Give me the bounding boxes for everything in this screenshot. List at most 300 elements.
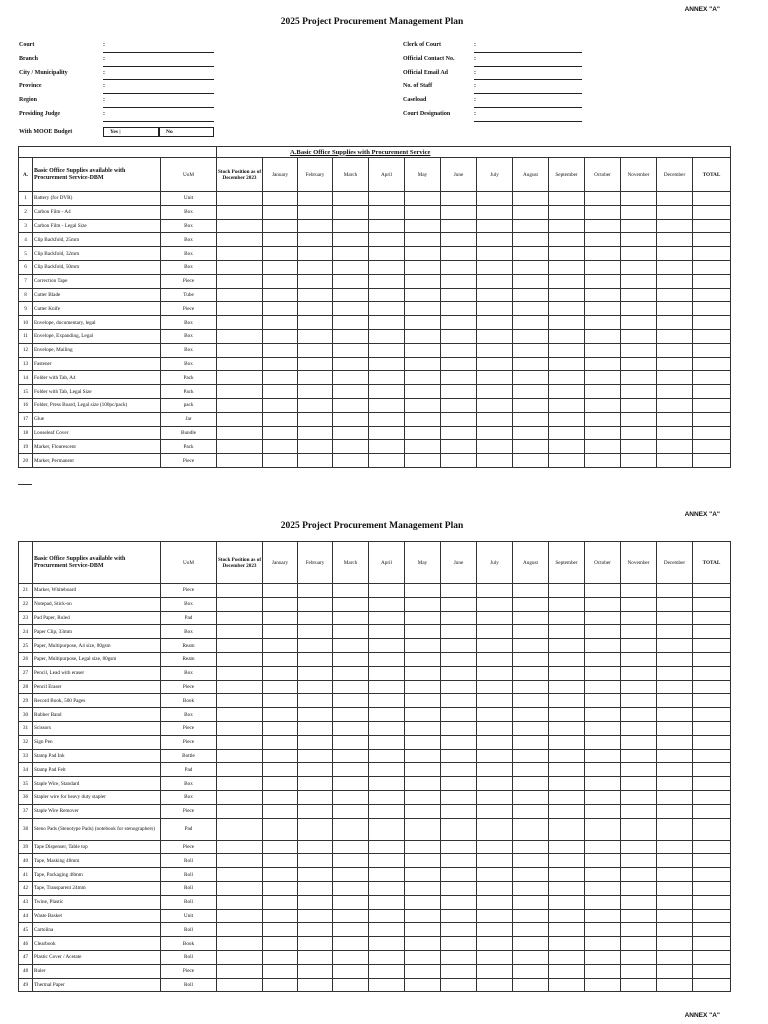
month-cell[interactable]	[477, 909, 513, 923]
total-cell[interactable]	[693, 854, 731, 868]
month-cell[interactable]	[513, 274, 549, 288]
month-cell[interactable]	[477, 288, 513, 302]
month-cell[interactable]	[621, 964, 657, 978]
month-cell[interactable]	[263, 357, 298, 371]
month-cell[interactable]	[621, 749, 657, 763]
month-cell[interactable]	[369, 818, 405, 840]
month-cell[interactable]	[298, 371, 333, 385]
total-cell[interactable]	[693, 790, 731, 804]
month-cell[interactable]	[441, 597, 477, 611]
month-cell[interactable]	[549, 735, 585, 749]
month-cell[interactable]	[621, 882, 657, 896]
month-cell[interactable]	[621, 219, 657, 233]
stock-cell[interactable]	[217, 219, 263, 233]
month-cell[interactable]	[513, 790, 549, 804]
month-cell[interactable]	[657, 735, 693, 749]
stock-cell[interactable]	[217, 882, 263, 896]
month-cell[interactable]	[621, 329, 657, 343]
month-cell[interactable]	[621, 288, 657, 302]
stock-cell[interactable]	[217, 652, 263, 666]
total-cell[interactable]	[693, 818, 731, 840]
month-cell[interactable]	[298, 652, 333, 666]
month-cell[interactable]	[369, 385, 405, 399]
month-cell[interactable]	[513, 763, 549, 777]
month-cell[interactable]	[333, 790, 369, 804]
total-cell[interactable]	[693, 316, 731, 330]
month-cell[interactable]	[369, 639, 405, 653]
month-cell[interactable]	[621, 909, 657, 923]
month-cell[interactable]	[441, 804, 477, 818]
month-cell[interactable]	[513, 978, 549, 992]
month-cell[interactable]	[585, 923, 621, 937]
month-cell[interactable]	[549, 721, 585, 735]
month-cell[interactable]	[513, 923, 549, 937]
month-cell[interactable]	[263, 205, 298, 219]
month-cell[interactable]	[549, 694, 585, 708]
month-cell[interactable]	[441, 426, 477, 440]
month-cell[interactable]	[263, 219, 298, 233]
month-cell[interactable]	[405, 288, 441, 302]
stock-cell[interactable]	[217, 371, 263, 385]
total-cell[interactable]	[693, 192, 731, 206]
month-cell[interactable]	[549, 597, 585, 611]
month-cell[interactable]	[441, 978, 477, 992]
month-cell[interactable]	[441, 639, 477, 653]
month-cell[interactable]	[441, 818, 477, 840]
month-cell[interactable]	[657, 895, 693, 909]
month-cell[interactable]	[585, 868, 621, 882]
month-cell[interactable]	[585, 302, 621, 316]
mooe-yes-box[interactable]: Yes |	[103, 127, 159, 137]
month-cell[interactable]	[333, 895, 369, 909]
month-cell[interactable]	[405, 951, 441, 965]
month-cell[interactable]	[621, 357, 657, 371]
total-cell[interactable]	[693, 260, 731, 274]
month-cell[interactable]	[585, 584, 621, 598]
month-cell[interactable]	[333, 343, 369, 357]
month-cell[interactable]	[298, 882, 333, 896]
month-cell[interactable]	[621, 597, 657, 611]
month-cell[interactable]	[549, 840, 585, 854]
month-cell[interactable]	[621, 412, 657, 426]
month-cell[interactable]	[477, 260, 513, 274]
stock-cell[interactable]	[217, 329, 263, 343]
month-cell[interactable]	[369, 371, 405, 385]
month-cell[interactable]	[585, 371, 621, 385]
month-cell[interactable]	[513, 964, 549, 978]
month-cell[interactable]	[477, 708, 513, 722]
month-cell[interactable]	[298, 937, 333, 951]
month-cell[interactable]	[298, 790, 333, 804]
month-cell[interactable]	[405, 923, 441, 937]
field-input-line[interactable]	[474, 93, 582, 94]
month-cell[interactable]	[477, 205, 513, 219]
month-cell[interactable]	[441, 763, 477, 777]
month-cell[interactable]	[585, 818, 621, 840]
month-cell[interactable]	[405, 219, 441, 233]
month-cell[interactable]	[513, 260, 549, 274]
field-input-line[interactable]	[103, 52, 214, 53]
month-cell[interactable]	[441, 371, 477, 385]
month-cell[interactable]	[657, 274, 693, 288]
month-cell[interactable]	[405, 597, 441, 611]
month-cell[interactable]	[298, 763, 333, 777]
mooe-no-box[interactable]: No	[159, 127, 214, 137]
stock-cell[interactable]	[217, 233, 263, 247]
month-cell[interactable]	[441, 274, 477, 288]
month-cell[interactable]	[657, 680, 693, 694]
month-cell[interactable]	[657, 398, 693, 412]
month-cell[interactable]	[513, 192, 549, 206]
total-cell[interactable]	[693, 777, 731, 791]
month-cell[interactable]	[549, 951, 585, 965]
stock-cell[interactable]	[217, 790, 263, 804]
month-cell[interactable]	[585, 652, 621, 666]
month-cell[interactable]	[477, 854, 513, 868]
month-cell[interactable]	[333, 721, 369, 735]
month-cell[interactable]	[513, 454, 549, 468]
month-cell[interactable]	[513, 749, 549, 763]
month-cell[interactable]	[298, 735, 333, 749]
month-cell[interactable]	[657, 357, 693, 371]
month-cell[interactable]	[333, 288, 369, 302]
month-cell[interactable]	[369, 895, 405, 909]
month-cell[interactable]	[441, 964, 477, 978]
total-cell[interactable]	[693, 804, 731, 818]
month-cell[interactable]	[263, 343, 298, 357]
month-cell[interactable]	[263, 288, 298, 302]
month-cell[interactable]	[549, 666, 585, 680]
month-cell[interactable]	[405, 584, 441, 598]
month-cell[interactable]	[549, 937, 585, 951]
month-cell[interactable]	[405, 818, 441, 840]
month-cell[interactable]	[263, 260, 298, 274]
month-cell[interactable]	[333, 398, 369, 412]
month-cell[interactable]	[405, 625, 441, 639]
month-cell[interactable]	[298, 398, 333, 412]
stock-cell[interactable]	[217, 694, 263, 708]
month-cell[interactable]	[263, 597, 298, 611]
month-cell[interactable]	[405, 205, 441, 219]
month-cell[interactable]	[585, 694, 621, 708]
month-cell[interactable]	[441, 735, 477, 749]
month-cell[interactable]	[369, 804, 405, 818]
month-cell[interactable]	[621, 790, 657, 804]
month-cell[interactable]	[369, 964, 405, 978]
month-cell[interactable]	[441, 951, 477, 965]
month-cell[interactable]	[621, 923, 657, 937]
month-cell[interactable]	[657, 694, 693, 708]
month-cell[interactable]	[333, 868, 369, 882]
month-cell[interactable]	[477, 868, 513, 882]
month-cell[interactable]	[369, 652, 405, 666]
stock-cell[interactable]	[217, 666, 263, 680]
month-cell[interactable]	[441, 302, 477, 316]
month-cell[interactable]	[369, 597, 405, 611]
month-cell[interactable]	[621, 205, 657, 219]
month-cell[interactable]	[263, 818, 298, 840]
month-cell[interactable]	[333, 964, 369, 978]
month-cell[interactable]	[549, 233, 585, 247]
month-cell[interactable]	[263, 951, 298, 965]
month-cell[interactable]	[477, 412, 513, 426]
total-cell[interactable]	[693, 680, 731, 694]
month-cell[interactable]	[405, 247, 441, 261]
month-cell[interactable]	[298, 909, 333, 923]
month-cell[interactable]	[263, 882, 298, 896]
month-cell[interactable]	[369, 412, 405, 426]
month-cell[interactable]	[513, 804, 549, 818]
month-cell[interactable]	[477, 302, 513, 316]
month-cell[interactable]	[441, 840, 477, 854]
total-cell[interactable]	[693, 840, 731, 854]
month-cell[interactable]	[333, 639, 369, 653]
month-cell[interactable]	[477, 721, 513, 735]
month-cell[interactable]	[621, 584, 657, 598]
month-cell[interactable]	[369, 398, 405, 412]
month-cell[interactable]	[657, 233, 693, 247]
month-cell[interactable]	[477, 597, 513, 611]
month-cell[interactable]	[513, 426, 549, 440]
month-cell[interactable]	[405, 666, 441, 680]
month-cell[interactable]	[477, 329, 513, 343]
month-cell[interactable]	[441, 233, 477, 247]
month-cell[interactable]	[513, 680, 549, 694]
month-cell[interactable]	[263, 302, 298, 316]
stock-cell[interactable]	[217, 749, 263, 763]
total-cell[interactable]	[693, 454, 731, 468]
stock-cell[interactable]	[217, 192, 263, 206]
month-cell[interactable]	[585, 840, 621, 854]
month-cell[interactable]	[298, 625, 333, 639]
month-cell[interactable]	[405, 964, 441, 978]
month-cell[interactable]	[513, 329, 549, 343]
month-cell[interactable]	[369, 274, 405, 288]
month-cell[interactable]	[369, 721, 405, 735]
month-cell[interactable]	[513, 247, 549, 261]
month-cell[interactable]	[477, 652, 513, 666]
total-cell[interactable]	[693, 625, 731, 639]
month-cell[interactable]	[263, 749, 298, 763]
month-cell[interactable]	[477, 247, 513, 261]
month-cell[interactable]	[621, 937, 657, 951]
stock-cell[interactable]	[217, 584, 263, 598]
month-cell[interactable]	[263, 868, 298, 882]
total-cell[interactable]	[693, 639, 731, 653]
month-cell[interactable]	[405, 694, 441, 708]
month-cell[interactable]	[405, 763, 441, 777]
month-cell[interactable]	[657, 951, 693, 965]
month-cell[interactable]	[333, 412, 369, 426]
month-cell[interactable]	[298, 964, 333, 978]
month-cell[interactable]	[549, 882, 585, 896]
total-cell[interactable]	[693, 763, 731, 777]
month-cell[interactable]	[621, 680, 657, 694]
month-cell[interactable]	[369, 192, 405, 206]
month-cell[interactable]	[405, 909, 441, 923]
month-cell[interactable]	[621, 868, 657, 882]
month-cell[interactable]	[621, 721, 657, 735]
month-cell[interactable]	[369, 288, 405, 302]
total-cell[interactable]	[693, 611, 731, 625]
month-cell[interactable]	[513, 735, 549, 749]
month-cell[interactable]	[657, 329, 693, 343]
month-cell[interactable]	[477, 895, 513, 909]
total-cell[interactable]	[693, 964, 731, 978]
total-cell[interactable]	[693, 652, 731, 666]
month-cell[interactable]	[298, 316, 333, 330]
month-cell[interactable]	[333, 584, 369, 598]
month-cell[interactable]	[513, 666, 549, 680]
month-cell[interactable]	[585, 895, 621, 909]
month-cell[interactable]	[477, 398, 513, 412]
field-input-line[interactable]	[103, 93, 214, 94]
month-cell[interactable]	[333, 909, 369, 923]
month-cell[interactable]	[405, 357, 441, 371]
total-cell[interactable]	[693, 895, 731, 909]
month-cell[interactable]	[477, 274, 513, 288]
month-cell[interactable]	[441, 584, 477, 598]
total-cell[interactable]	[693, 247, 731, 261]
month-cell[interactable]	[657, 302, 693, 316]
month-cell[interactable]	[333, 840, 369, 854]
month-cell[interactable]	[549, 192, 585, 206]
month-cell[interactable]	[298, 274, 333, 288]
month-cell[interactable]	[513, 840, 549, 854]
month-cell[interactable]	[621, 371, 657, 385]
month-cell[interactable]	[263, 721, 298, 735]
month-cell[interactable]	[549, 260, 585, 274]
month-cell[interactable]	[477, 666, 513, 680]
month-cell[interactable]	[657, 316, 693, 330]
month-cell[interactable]	[263, 777, 298, 791]
total-cell[interactable]	[693, 708, 731, 722]
month-cell[interactable]	[298, 454, 333, 468]
month-cell[interactable]	[477, 923, 513, 937]
total-cell[interactable]	[693, 721, 731, 735]
month-cell[interactable]	[405, 749, 441, 763]
month-cell[interactable]	[333, 854, 369, 868]
month-cell[interactable]	[621, 840, 657, 854]
field-input-line[interactable]	[103, 66, 214, 67]
month-cell[interactable]	[657, 219, 693, 233]
month-cell[interactable]	[405, 316, 441, 330]
month-cell[interactable]	[298, 777, 333, 791]
month-cell[interactable]	[549, 385, 585, 399]
month-cell[interactable]	[513, 694, 549, 708]
month-cell[interactable]	[441, 219, 477, 233]
month-cell[interactable]	[621, 274, 657, 288]
month-cell[interactable]	[333, 274, 369, 288]
month-cell[interactable]	[585, 964, 621, 978]
month-cell[interactable]	[513, 385, 549, 399]
month-cell[interactable]	[657, 440, 693, 454]
month-cell[interactable]	[585, 426, 621, 440]
month-cell[interactable]	[405, 343, 441, 357]
month-cell[interactable]	[405, 233, 441, 247]
month-cell[interactable]	[657, 205, 693, 219]
month-cell[interactable]	[621, 611, 657, 625]
month-cell[interactable]	[333, 777, 369, 791]
month-cell[interactable]	[513, 721, 549, 735]
month-cell[interactable]	[657, 721, 693, 735]
month-cell[interactable]	[263, 329, 298, 343]
month-cell[interactable]	[298, 666, 333, 680]
month-cell[interactable]	[513, 777, 549, 791]
month-cell[interactable]	[333, 708, 369, 722]
total-cell[interactable]	[693, 385, 731, 399]
month-cell[interactable]	[585, 777, 621, 791]
total-cell[interactable]	[693, 371, 731, 385]
month-cell[interactable]	[585, 666, 621, 680]
month-cell[interactable]	[585, 978, 621, 992]
month-cell[interactable]	[585, 611, 621, 625]
month-cell[interactable]	[405, 840, 441, 854]
total-cell[interactable]	[693, 329, 731, 343]
month-cell[interactable]	[405, 454, 441, 468]
month-cell[interactable]	[333, 385, 369, 399]
month-cell[interactable]	[549, 205, 585, 219]
field-input-line[interactable]	[103, 107, 214, 108]
month-cell[interactable]	[333, 763, 369, 777]
month-cell[interactable]	[477, 357, 513, 371]
month-cell[interactable]	[657, 343, 693, 357]
month-cell[interactable]	[441, 749, 477, 763]
month-cell[interactable]	[657, 964, 693, 978]
month-cell[interactable]	[513, 708, 549, 722]
month-cell[interactable]	[263, 735, 298, 749]
month-cell[interactable]	[549, 818, 585, 840]
month-cell[interactable]	[333, 192, 369, 206]
month-cell[interactable]	[585, 804, 621, 818]
stock-cell[interactable]	[217, 951, 263, 965]
month-cell[interactable]	[405, 895, 441, 909]
month-cell[interactable]	[441, 412, 477, 426]
month-cell[interactable]	[549, 371, 585, 385]
month-cell[interactable]	[405, 777, 441, 791]
month-cell[interactable]	[263, 708, 298, 722]
month-cell[interactable]	[477, 749, 513, 763]
month-cell[interactable]	[621, 978, 657, 992]
month-cell[interactable]	[298, 412, 333, 426]
month-cell[interactable]	[657, 763, 693, 777]
month-cell[interactable]	[513, 937, 549, 951]
month-cell[interactable]	[369, 440, 405, 454]
month-cell[interactable]	[333, 652, 369, 666]
month-cell[interactable]	[621, 951, 657, 965]
month-cell[interactable]	[441, 440, 477, 454]
month-cell[interactable]	[657, 247, 693, 261]
month-cell[interactable]	[263, 804, 298, 818]
month-cell[interactable]	[621, 316, 657, 330]
total-cell[interactable]	[693, 288, 731, 302]
stock-cell[interactable]	[217, 721, 263, 735]
month-cell[interactable]	[298, 854, 333, 868]
month-cell[interactable]	[477, 371, 513, 385]
month-cell[interactable]	[513, 854, 549, 868]
month-cell[interactable]	[405, 937, 441, 951]
month-cell[interactable]	[263, 840, 298, 854]
stock-cell[interactable]	[217, 964, 263, 978]
month-cell[interactable]	[441, 625, 477, 639]
month-cell[interactable]	[549, 316, 585, 330]
month-cell[interactable]	[657, 371, 693, 385]
month-cell[interactable]	[333, 749, 369, 763]
month-cell[interactable]	[298, 329, 333, 343]
month-cell[interactable]	[585, 274, 621, 288]
stock-cell[interactable]	[217, 937, 263, 951]
month-cell[interactable]	[657, 909, 693, 923]
